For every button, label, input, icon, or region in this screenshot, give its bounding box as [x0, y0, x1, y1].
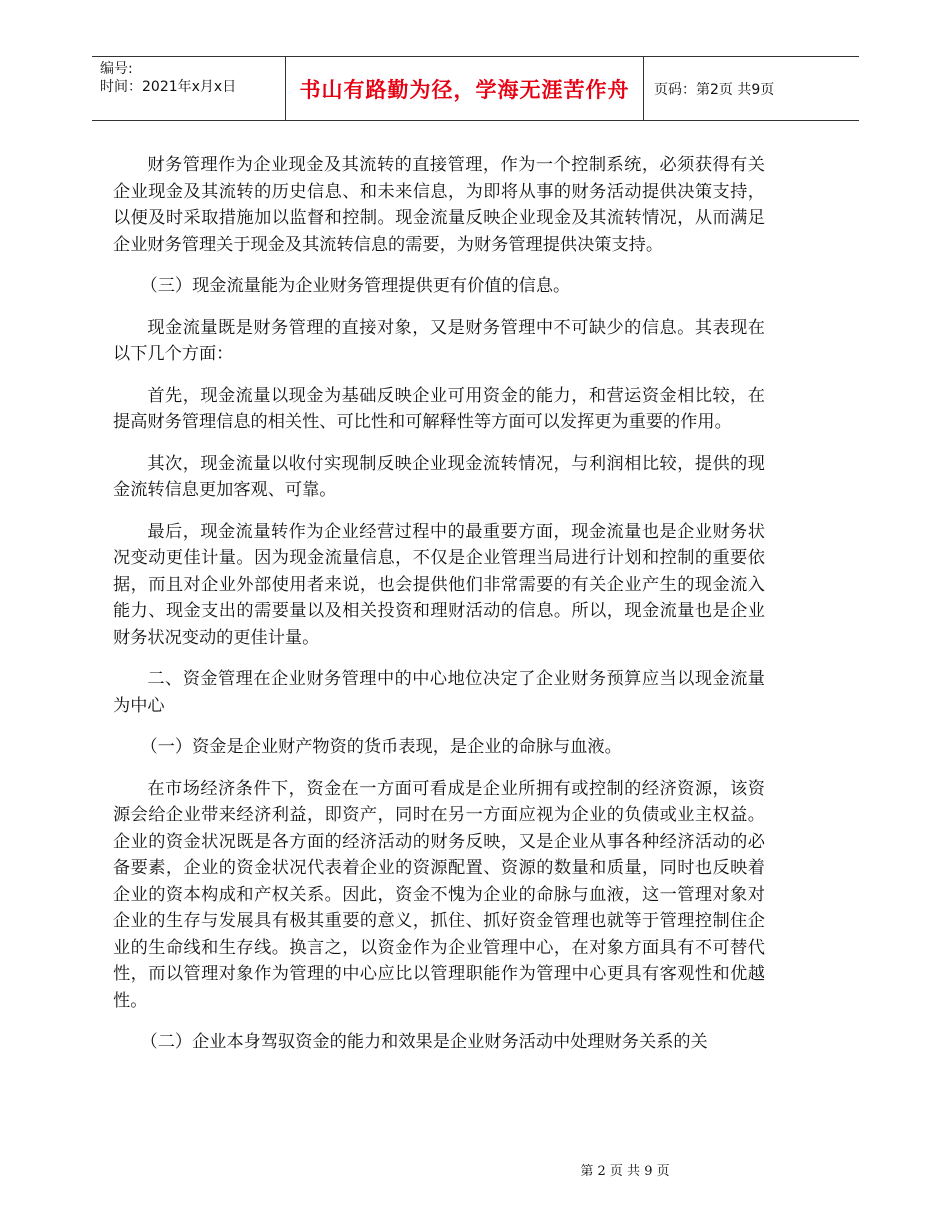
- paragraph: 首先，现金流量以现金为基础反映企业可用资金的能力，和营运资金相比较，在提高财务管理信息的相关性、可比性和可解释性等方面可以发挥更为重要的作用。: [113, 385, 765, 432]
- page-footer: 第 2 页 共 9 页: [580, 1164, 670, 1179]
- paragraph: 现金流量既是财务管理的直接对象，又是财务管理中不可缺少的信息。其表现在以下几个方面：: [113, 317, 765, 364]
- document-body: [113, 152, 765, 1071]
- number-label: 编号:: [100, 61, 133, 77]
- paragraph: 财务管理作为企业现金及其流转的直接管理，作为一个控制系统，必须获得有关企业现金及其流转的历史信息、和未来信息，为即将从事的财务活动提供决策支持，以便及时采取措施加以监督和控制。现金流量反映企业现金及其流转情况，从而满足企业财务管理关于现金及其流转信息的需要，为财务管理提供决策支持。: [113, 155, 765, 255]
- header-motto: 书山有路勤为径，学海无涯苦作舟: [286, 57, 644, 120]
- page-header: [92, 56, 859, 121]
- time-label: 时间：2021年x月x日: [100, 79, 237, 95]
- section-heading: （二）企业本身驾驭资金的能力和效果是企业财务活动中处理财务关系的关: [140, 1032, 708, 1052]
- paragraph: 其次，现金流量以收付实现制反映企业现金流转情况，与利润相比较，提供的现金流转信息更加客观、可靠。: [113, 453, 765, 500]
- header-meta: [92, 57, 286, 120]
- section-heading: 二、资金管理在企业财务管理中的中心地位决定了企业财务预算应当以现金流量为中心: [113, 669, 765, 716]
- section-heading: （三）现金流量能为企业财务管理提供更有价值的信息。: [140, 276, 571, 296]
- section-heading: （一）资金是企业财产物资的货币表现，是企业的命脉与血液。: [140, 737, 622, 757]
- paragraph: 最后，现金流量转作为企业经营过程中的最重要方面，现金流量也是企业财务状况变动更佳计量。因为现金流量信息，不仅是企业管理当局进行计划和控制的重要依据，而且对企业外部使用者来说，也会提供他们非常需要的有关企业产生的现金流入能力、现金支出的需要量以及相关投资和理财活动的信息。所以，现金流量也是企业财务状况变动的更佳计量。: [113, 521, 765, 648]
- paragraph: 在市场经济条件下，资金在一方面可看成是企业所拥有或控制的经济资源，该资源会给企业带来经济利益，即资产，同时在另一方面应视为企业的负债或业主权益。企业的资金状况既是各方面的经济活动的财务反映，又是企业从事各种经济活动的必备要素，企业的资金状况代表着企业的资源配置、资源的数量和质量，同时也反映着企业的资本构成和产权关系。因此，资金不愧为企业的命脉与血液，这一管理对象对企业的生存与发展具有极其重要的意义，抓住、抓好资金管理也就等于管理控制住企业的生命线和生存线。换言之，以资金作为企业管理中心，在对象方面具有不可替代性，而以管理对象作为管理的中心应比以管理职能作为管理中心更具有客观性和优越性。: [113, 778, 765, 1011]
- header-page-info: 页码：第2页 共9页: [654, 81, 775, 98]
